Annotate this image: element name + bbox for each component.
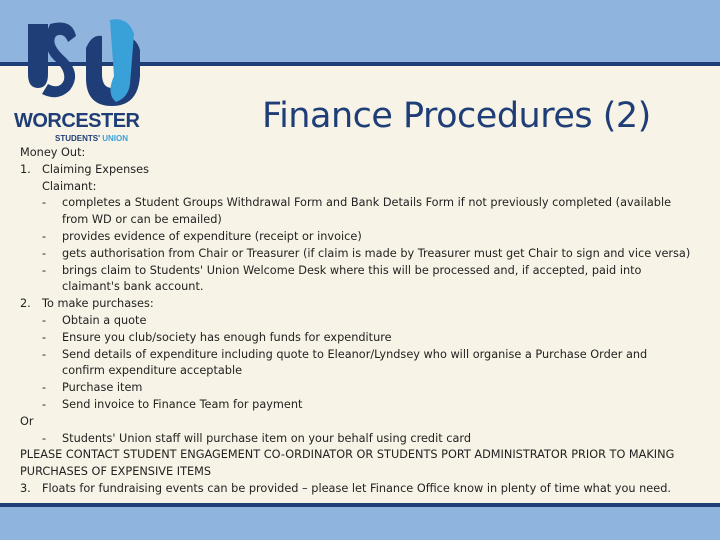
- bullet-line: - Ensure you club/society has enough funds for expenditure: [42, 330, 392, 344]
- bullet-line: - Students' Union staff will purchase item on your behalf using credit card: [42, 431, 472, 445]
- bullet-line: - completes a Student Groups Withdrawal Form and Bank Details Form if not previously completed (available: [42, 196, 672, 210]
- claimant-label: Claimant:: [42, 179, 97, 193]
- logo-sub-students: STUDENTS': [55, 134, 101, 143]
- bullet-line: - Send invoice to Finance Team for payment: [42, 397, 303, 411]
- bottom-band: [0, 507, 720, 540]
- bullet-continuation: from WD or can be emailed): [62, 213, 222, 227]
- bullet-line: - gets authorisation from Chair or Treasurer (if claim is made by Treasurer must get Chair to sign and vice versa): [42, 246, 691, 260]
- bullet-line: - Send details of expenditure including quote to Eleanor/Lyndsey who will organise a Purchase Order and: [42, 347, 648, 361]
- bullet-continuation: claimant's bank account.: [62, 280, 204, 294]
- bullet-line: - Purchase item: [42, 381, 143, 395]
- or-label: Or: [20, 414, 34, 428]
- notice-line: PLEASE CONTACT STUDENT ENGAGEMENT CO-ORDINATOR OR STUDENTS PORT ADMINISTRATOR PRIOR TO MAKING: [20, 448, 675, 462]
- bullet-line: - Obtain a quote: [42, 313, 147, 327]
- logo-sub-union: UNION: [100, 134, 129, 143]
- list-item-2: 2. To make purchases:: [20, 297, 154, 311]
- bullet-line: - provides evidence of expenditure (receipt or invoice): [42, 229, 362, 243]
- list-item-1: 1. Claiming Expenses: [20, 162, 149, 176]
- slide-title: Finance Procedures (2): [262, 96, 651, 136]
- slide-body: [20, 145, 710, 498]
- bullet-continuation: confirm expenditure acceptable: [62, 364, 243, 378]
- body-heading: Money Out:: [20, 146, 86, 159]
- list-item-3: 3. Floats for fundraising events can be provided – please let Finance Office know in plenty of time what you need.: [20, 481, 671, 495]
- notice-line: PURCHASES OF EXPENSIVE ITEMS: [20, 465, 212, 479]
- bullet-line: - brings claim to Students' Union Welcome Desk where this will be processed and, if accepted, paid into: [42, 263, 642, 277]
- logo-subtitle: [55, 134, 128, 143]
- logo-wordmark: WORCESTER: [14, 110, 140, 132]
